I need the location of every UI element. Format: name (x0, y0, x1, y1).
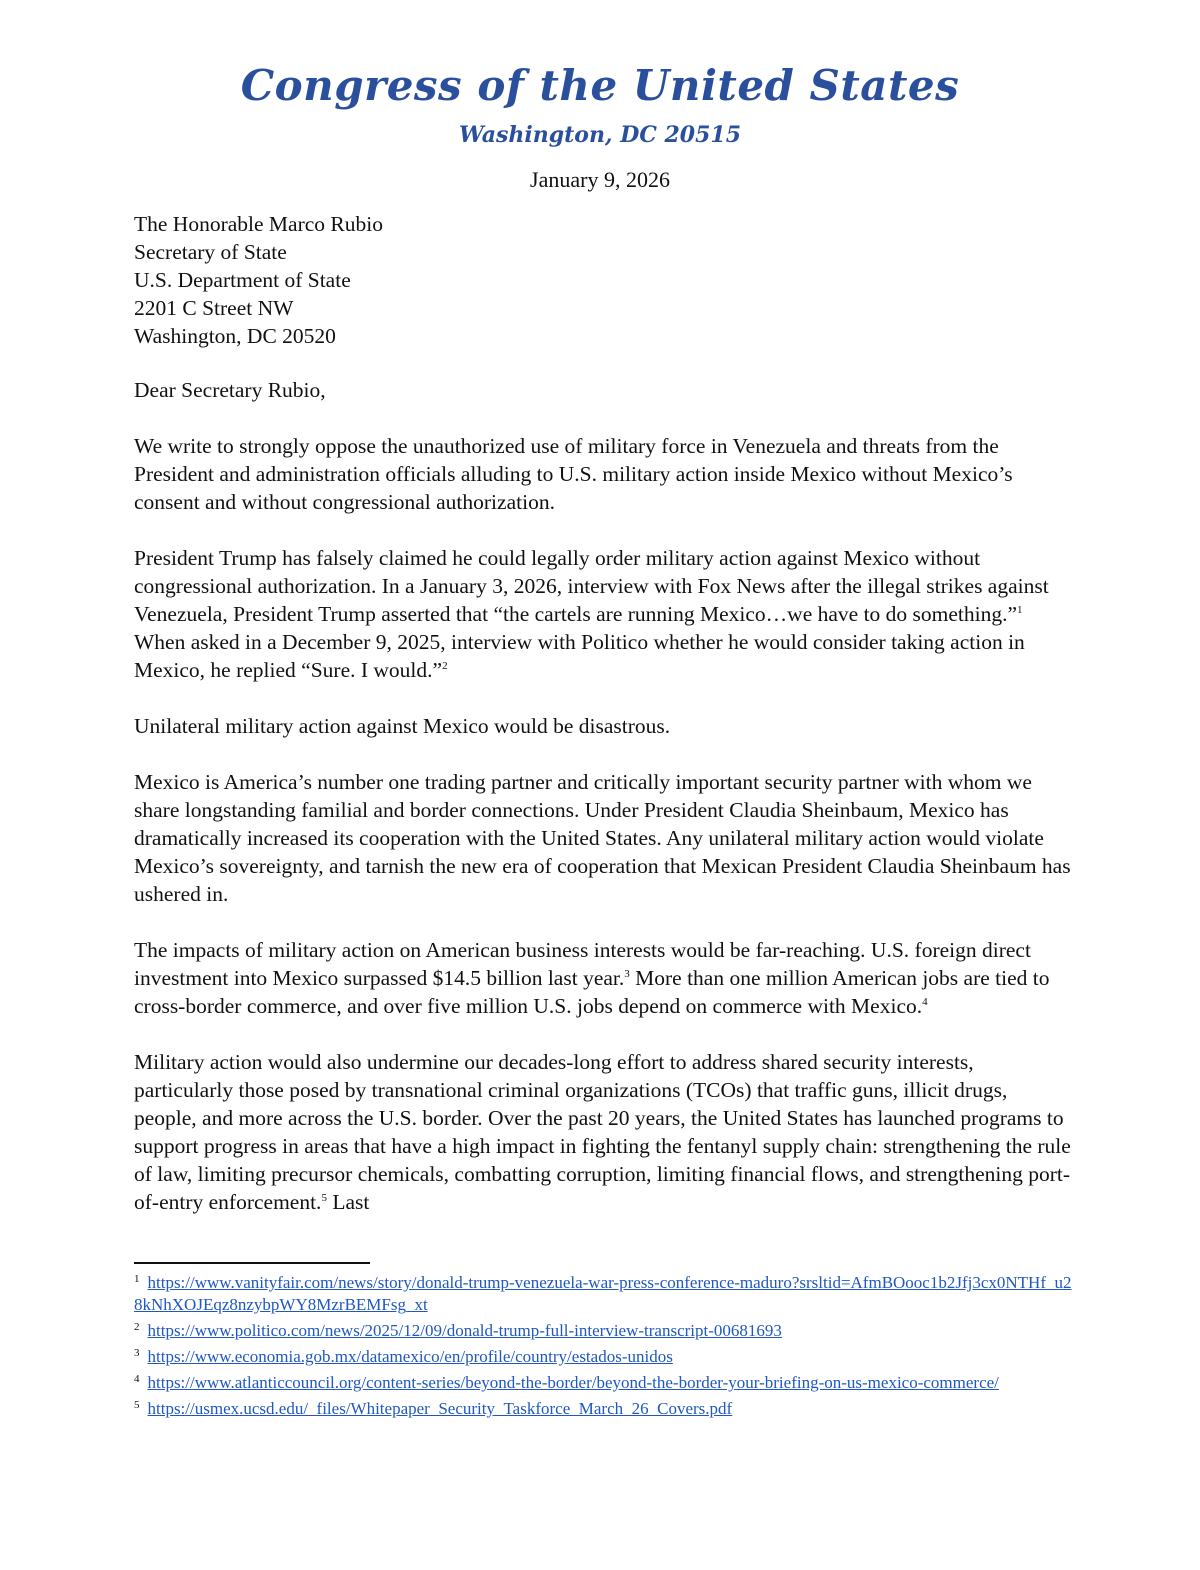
paragraph-text: More than one million American jobs are tied to cross-border commerce, and over five million U.S. jobs depend on commerce with Mexico. (134, 966, 1050, 1018)
footnote-number: 2 (134, 1321, 140, 1333)
footnote-item (134, 1316, 1074, 1342)
footnote-item (134, 1394, 1074, 1420)
paragraph-trading-partner: Mexico is America’s number one trading partner and critically important security partner with whom we share longstanding familial and border connections. Under President Claudia Sheinbaum, Mexico has dramatically increased its cooperation with the United States. Any unilateral military action would violate Mexico’s sovereignty, and tarnish the new era of cooperation that Mexican President Claudia Sheinbaum has ushered in. (134, 770, 1071, 906)
recipient-address (134, 210, 1074, 350)
letter-date: January 9, 2026 (530, 167, 670, 192)
footnote-ref: 5 (321, 1192, 327, 1204)
footnote-ref: 3 (624, 968, 630, 980)
footnote-link[interactable]: https://www.vanityfair.com/news/story/donald-trump-venezuela-war-press-conference-maduro?srsltid=AfmBOooc1b2Jfj3cx0NTHf_u28kNhXOJEqz8nzybpWY8MzrBEMFsg_xt (134, 1273, 1072, 1314)
paragraph-text: Last (326, 1190, 370, 1214)
paragraph-security (134, 1048, 1074, 1216)
footnote-ref: 4 (922, 996, 928, 1008)
footnote-ref: 2 (442, 660, 448, 672)
recipient-city: Washington, DC 20520 (134, 324, 336, 348)
paragraph-text: Military action would also undermine our decades-long effort to address shared security interests, particularly those posed by transnational criminal organizations (TCOs) that traffic guns, illicit drugs, people, and more across the U.S. border. Over the past 20 years, the United States has launched programs to support progress in areas that have a high impact in fighting the fentanyl supply chain: strengthening the rule of law, limiting precursor chemicals, combatting corruption, limiting financial flows, and strengthening port-of-entry enforcement. (134, 1050, 1071, 1214)
recipient-name: The Honorable Marco Rubio (134, 212, 383, 236)
footnote-ref: 1 (1017, 604, 1023, 616)
footnote-link[interactable]: https://www.politico.com/news/2025/12/09/donald-trump-full-interview-transcript-00681693 (147, 1321, 782, 1340)
footnote-link[interactable]: https://usmex.ucsd.edu/_files/Whitepaper_Security_Taskforce_March_26_Covers.pdf (147, 1399, 733, 1418)
footnote-item (134, 1342, 1074, 1368)
footnote-divider (134, 1262, 370, 1264)
paragraph-disastrous: Unilateral military action against Mexico would be disastrous. (134, 714, 671, 738)
letterhead-city: Washington, DC 20515 (458, 122, 742, 148)
letter-body (134, 210, 1074, 1216)
footnote-item (134, 1368, 1074, 1394)
paragraph-text: The impacts of military action on American business interests would be far-reaching. U.S. foreign direct investment into Mexico surpassed $14.5 billion last year. (134, 938, 1031, 990)
paragraph-opposition: We write to strongly oppose the unauthorized use of military force in Venezuela and threats from the President and administration officials alluding to U.S. military action inside Mexico without Mexico’s consent and without congressional authorization. (134, 434, 1013, 514)
footnote-number: 5 (134, 1399, 140, 1411)
paragraph-text: President Trump has falsely claimed he could legally order military action against Mexico without congressional authorization. In a January 3, 2026, interview with Fox News after the illegal strikes against Venezuela, President Trump asserted that “the cartels are running Mexico…we have to do something.” (134, 546, 1049, 626)
footnote-number: 3 (134, 1347, 140, 1359)
paragraph-business-impact (134, 936, 1074, 1020)
recipient-department: U.S. Department of State (134, 268, 351, 292)
recipient-title: Secretary of State (134, 240, 287, 264)
footnote-number: 1 (134, 1273, 140, 1285)
salutation: Dear Secretary Rubio, (134, 378, 326, 402)
footnote-item (134, 1268, 1074, 1316)
footnote-link[interactable]: https://www.atlanticcouncil.org/content-series/beyond-the-border/beyond-the-border-your-briefing-on-us-mexico-commerce/ (147, 1373, 999, 1392)
paragraph-text: When asked in a December 9, 2025, interview with Politico whether he would consider taking action in Mexico, he replied “Sure. I would.” (134, 630, 1025, 682)
footnote-number: 4 (134, 1373, 140, 1385)
letterhead (0, 58, 1200, 150)
letterhead-title: Congress of the United States (240, 61, 960, 110)
footnotes (134, 1268, 1074, 1420)
paragraph-trump-claims (134, 544, 1074, 684)
recipient-street: 2201 C Street NW (134, 296, 294, 320)
footnote-link[interactable]: https://www.economia.gob.mx/datamexico/en/profile/country/estados-unidos (147, 1347, 673, 1366)
